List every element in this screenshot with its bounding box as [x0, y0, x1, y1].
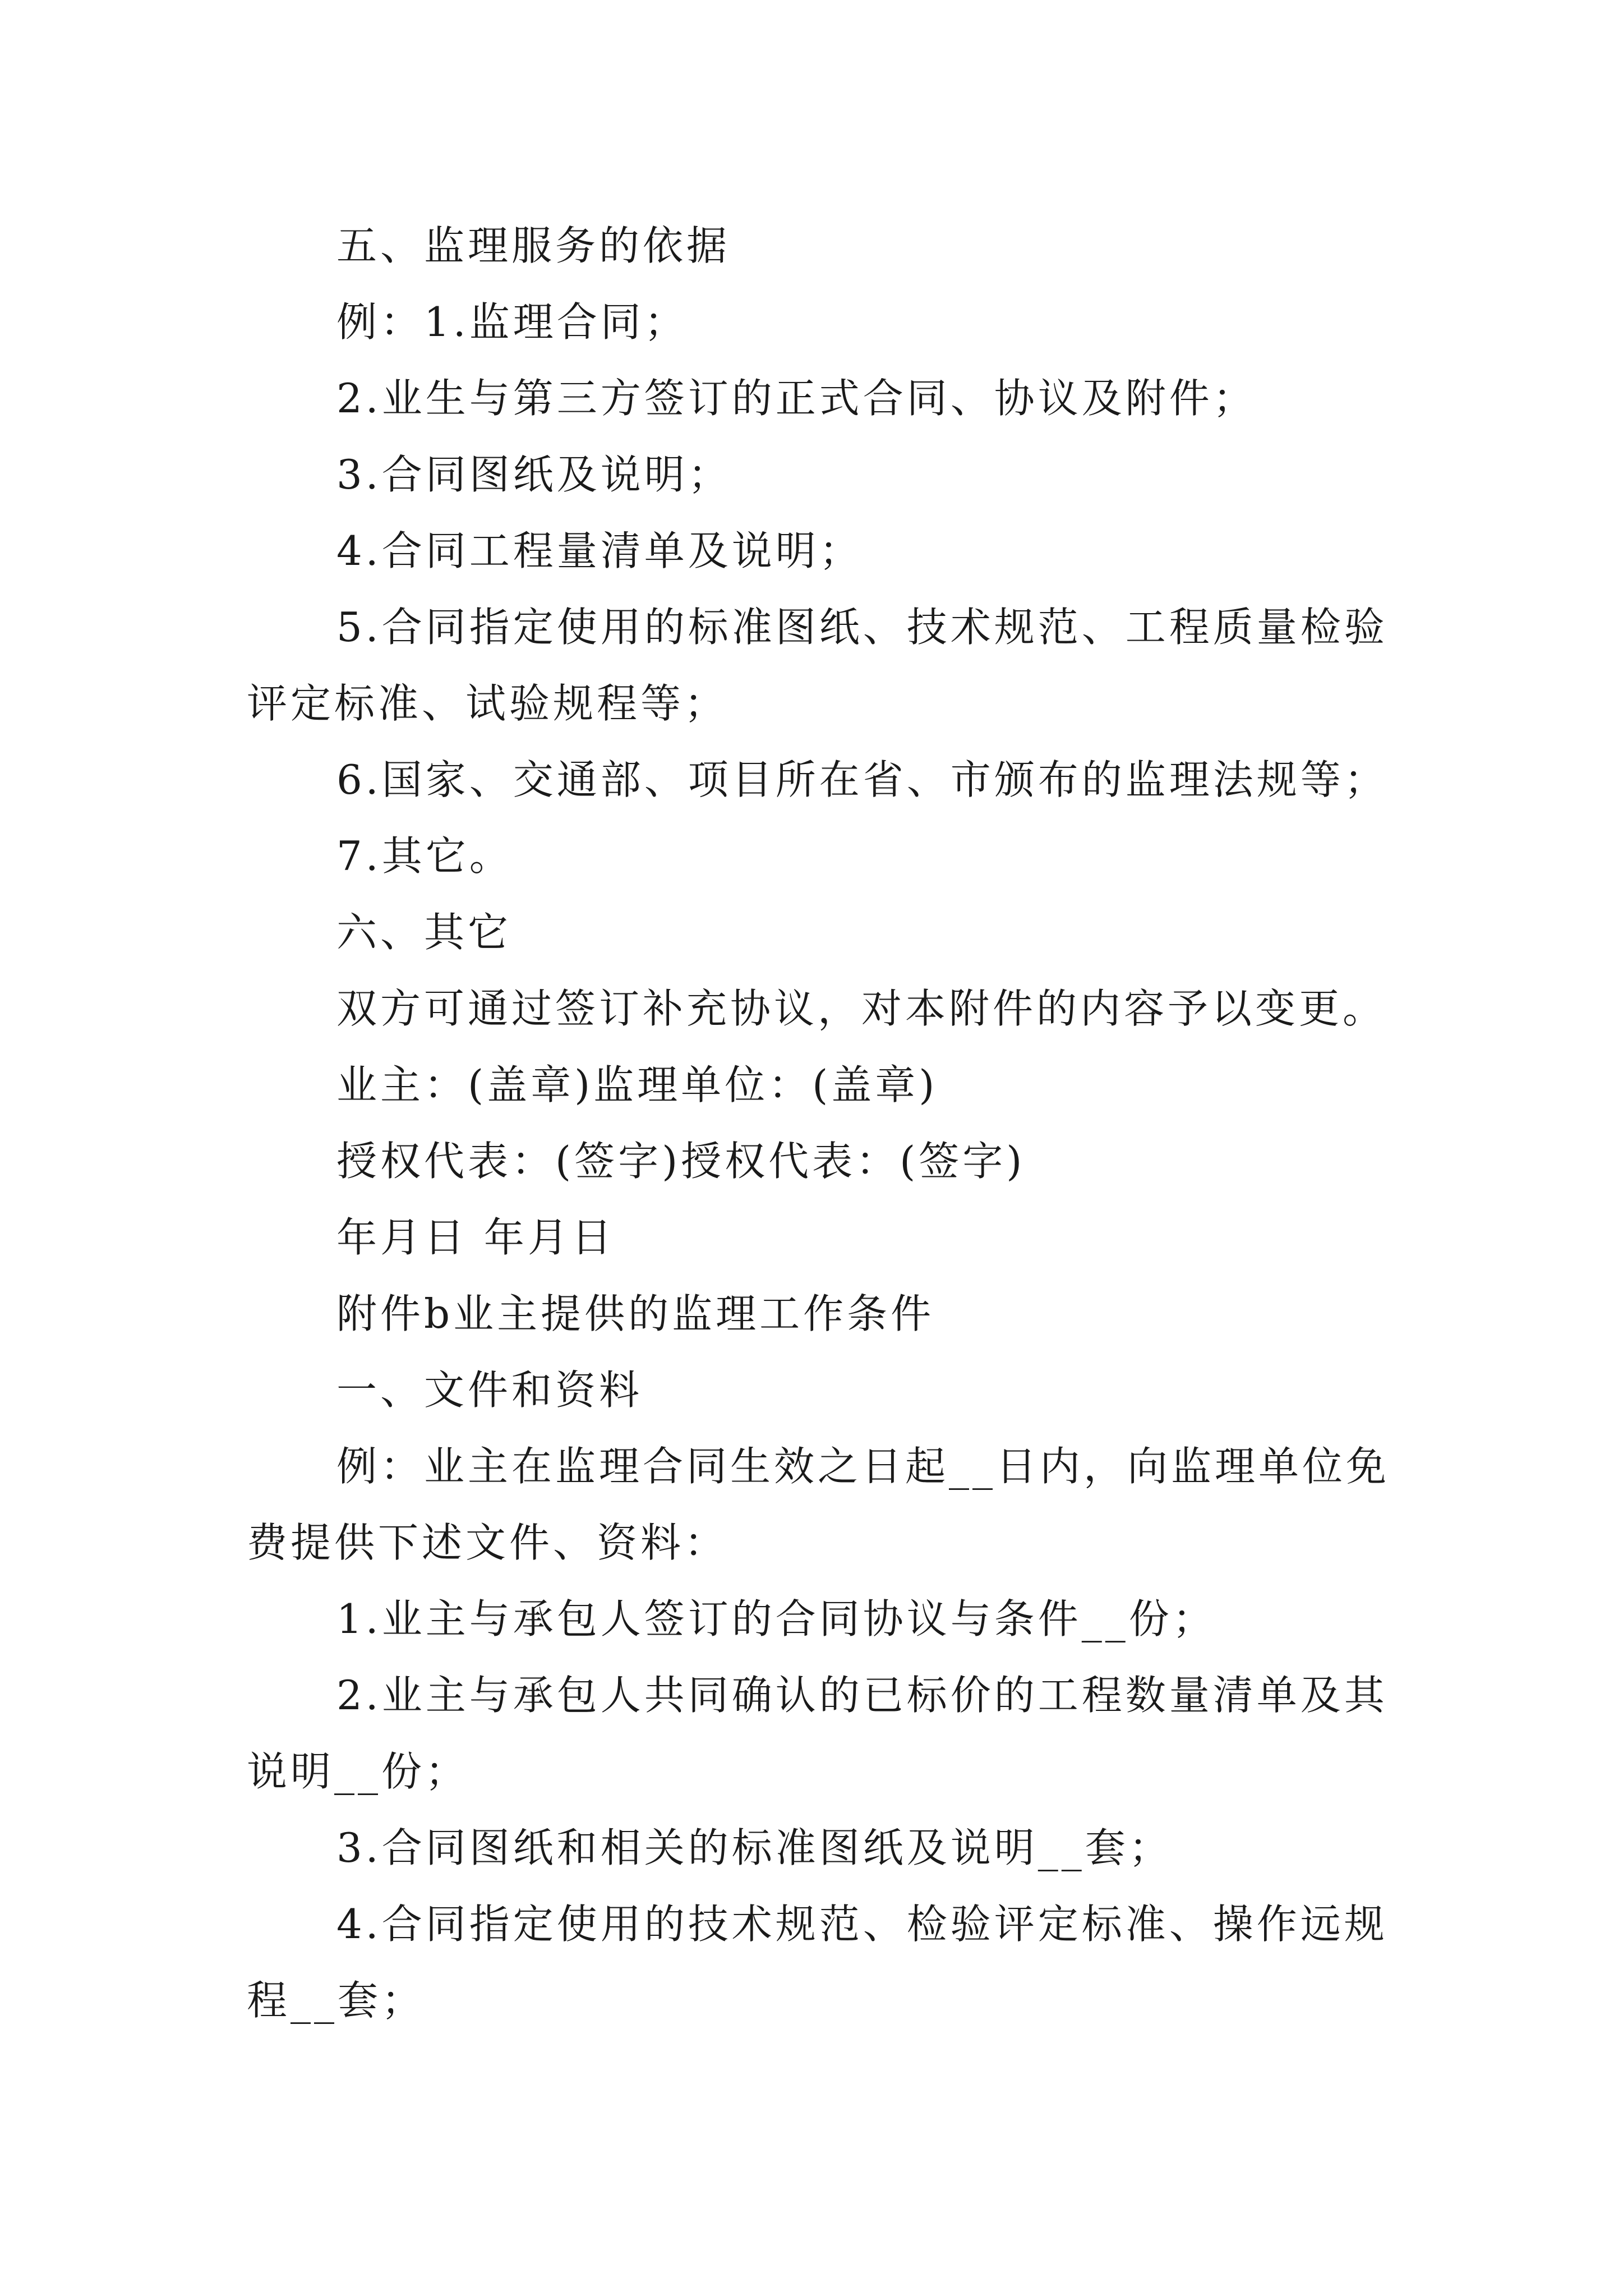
section-heading-basis: 五、监理服务的依据 [336, 222, 731, 269]
paragraph: 3.合同图纸及说明； [336, 451, 732, 498]
paragraph: 3.合同图纸和相关的标准图纸及说明__套； [336, 1824, 1173, 1871]
paragraph: 4.合同指定使用的技术规范、检验评定标准、操作远规程__套； [247, 1901, 1388, 2024]
signature-line-seal: 业主：(盖章)监理单位：(盖章) [336, 1061, 938, 1108]
paragraph: 例：业主在监理合同生效之日起__日内，向监理单位免费提供下述文件、资料： [247, 1443, 1390, 1566]
section-heading-documents: 一、文件和资料 [336, 1366, 643, 1414]
appendix-title: 附件b业主提供的监理工作条件 [336, 1290, 935, 1337]
date-line: 年月日 年月日 [336, 1214, 615, 1261]
paragraph: 双方可通过签订补充协议，对本附件的内容予以变更。 [336, 985, 1387, 1032]
paragraph: 例：1.监理合同； [336, 298, 688, 346]
paragraph: 5.合同指定使用的标准图纸、技术规范、工程质量检验评定标准、试验规程等； [247, 604, 1388, 727]
section-heading-other: 六、其它 [336, 909, 512, 956]
signature-line-representative: 授权代表：(签字)授权代表：(签字) [336, 1138, 1026, 1185]
paragraph: 1.业主与承包人签订的合同协议与条件__份； [336, 1595, 1216, 1642]
paragraph: 4.合同工程量清单及说明； [336, 527, 863, 574]
paragraph: 7.其它。 [336, 832, 513, 880]
paragraph: 6.国家、交通部、项目所在省、市颁布的监理法规等； [336, 756, 1388, 803]
document-body [247, 208, 1396, 2039]
paragraph: 2.业生与第三方签订的正式合同、协议及附件； [336, 375, 1257, 422]
paragraph: 2.业主与承包人共同确认的已标价的工程数量清单及其说明__份； [247, 1672, 1388, 1795]
